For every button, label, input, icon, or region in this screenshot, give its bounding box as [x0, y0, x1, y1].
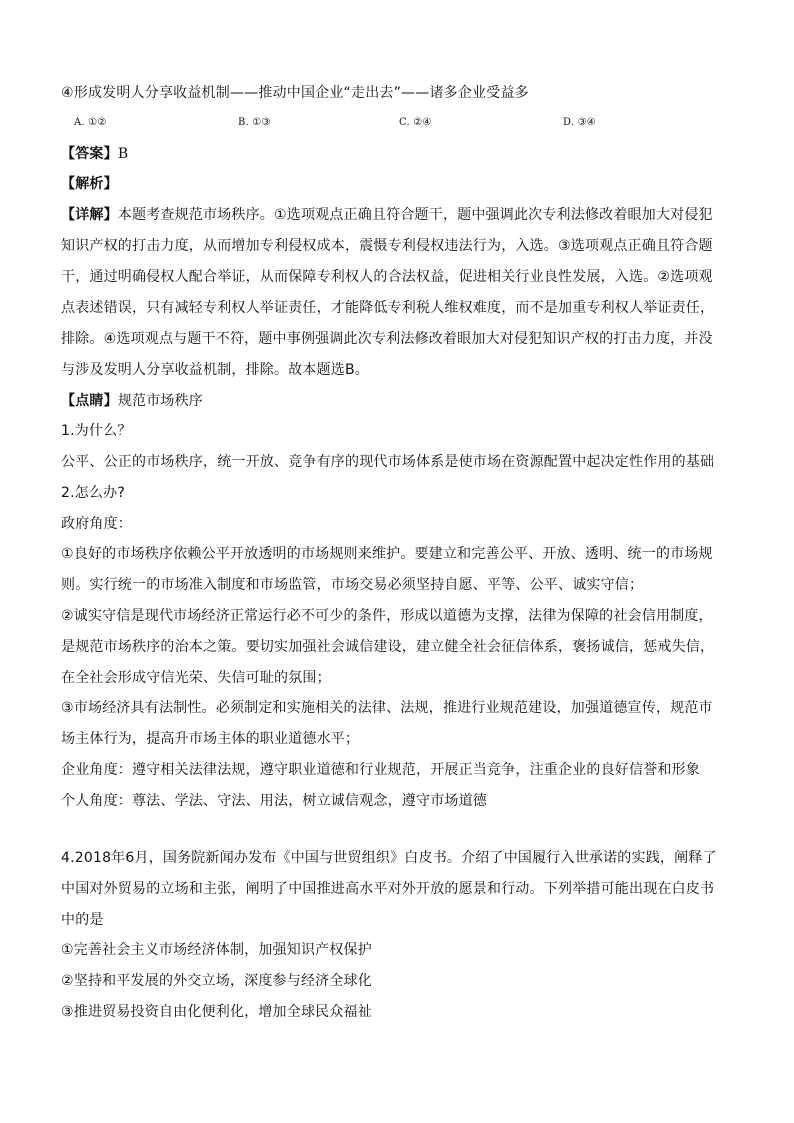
why-text: 公平、公正的市场秩序，统一开放、竞争有序的现代市场体系是使市场在资源配置中起决定性作用的基础	[61, 454, 715, 470]
analysis-heading	[61, 174, 118, 194]
gov-line-3: ②诚实守信是现代市场经济正常运行必不可少的条件，形成以道德为支撑，法律为保障的社会信用制度，	[61, 608, 713, 624]
q4-stem-line-1: 4.2018年6月，国务院新闻办发布《中国与世贸组织》白皮书。介绍了中国履行入世承诺的实践，阐释了	[61, 850, 717, 866]
options-row	[61, 113, 741, 133]
detail-label: 【详解】	[61, 207, 118, 223]
detail-text-1: 本题考查规范市场秩序。①选项观点正确且符合题干，题中强调此次专利法修改着眼加大对侵犯	[117, 207, 713, 223]
detail-line-5: 排除。④选项观点与题干不符，题中事例强调此次专利法修改着眼加大对侵犯知识产权的打击力度，并没	[61, 331, 713, 347]
option-c: C. ②④	[399, 117, 432, 128]
gov-heading: 政府角度：	[61, 516, 132, 532]
answer-label: 【答案】	[61, 146, 118, 162]
detail-line-6: 与涉及发明人分享收益机制，排除。故本题选B。	[61, 362, 370, 378]
detail-line-3: 干，通过明确侵权人配合举证，从而保障专利权人的合法权益，促进相关行业良性发展，入选。②选项观	[61, 269, 713, 285]
person-line: 个人角度：尊法、学法、守法、用法，树立诚信观念，遵守市场道德	[61, 793, 487, 809]
gov-line-6: ③市场经济具有法制性。必须制定和实施相关的法律、法规，推进行业规范建设，加强道德宣传，规范市	[61, 700, 713, 716]
point-label: 【点睛】	[61, 393, 118, 409]
detail-line-1	[61, 205, 713, 225]
gov-line-4: 是规范市场秩序的治本之策。要切实加强社会诚信建设，建立健全社会征信体系，褒扬诚信，惩戒失信，	[61, 639, 715, 655]
point-title: 规范市场秩序	[117, 393, 204, 409]
q4-statement-3: ③推进贸易投资自由化便利化，增加全球民众福祉	[61, 1004, 372, 1020]
gov-line-7: 场主体行为，提高升市场主体的职业道德水平；	[61, 731, 360, 747]
answer-line	[61, 144, 128, 164]
answer-value: B	[117, 146, 129, 162]
detail-line-4: 点表述错误，只有减轻专利权人举证责任，才能降低专利税人维权难度，而不是加重专利权人举证责任，	[61, 300, 715, 316]
how-heading: 2.怎么办?	[61, 485, 125, 501]
statement-4: ④形成发明人分享收益机制——推动中国企业“走出去”——诸多企业受益多	[61, 85, 529, 101]
detail-line-2: 知识产权的打击力度，从而增加专利侵权成本，震慑专利侵权违法行为，入选。③选项观点正确且符合题	[61, 238, 713, 254]
q4-stem-line-2: 中国对外贸易的立场和主张，阐明了中国推进高水平对外开放的愿景和行动。下列举措可能出现在白皮书	[61, 881, 715, 897]
option-b: B. ①③	[238, 117, 271, 128]
q4-stem-line-3: 中的是	[61, 912, 104, 928]
gov-line-5: 在全社会形成守信光荣、失信可耻的氛围；	[61, 670, 331, 686]
company-line: 企业角度：遵守相关法律法规，遵守职业道德和行业规范，开展正当竞争，注重企业的良好信誉和形象	[61, 762, 700, 778]
gov-line-2: 则。实行统一的市场准入制度和市场监管，市场交易必须坚持自愿、平等、公平、诚实守信；	[61, 577, 644, 593]
point-heading	[61, 391, 203, 411]
q4-statement-2: ②坚持和平发展的外交立场，深度参与经济全球化	[61, 973, 372, 989]
gov-line-1: ①良好的市场秩序依赖公平开放透明的市场规则来维护。要建立和完善公平、开放、透明、统一的市场规	[61, 546, 713, 562]
option-a: A. ①②	[74, 117, 107, 128]
q4-statement-1: ①完善社会主义市场经济体制，加强知识产权保护	[61, 942, 372, 958]
analysis-label: 【解析】	[61, 176, 118, 192]
option-d: D. ③④	[563, 117, 596, 128]
why-heading: 1.为什么？	[61, 423, 132, 439]
